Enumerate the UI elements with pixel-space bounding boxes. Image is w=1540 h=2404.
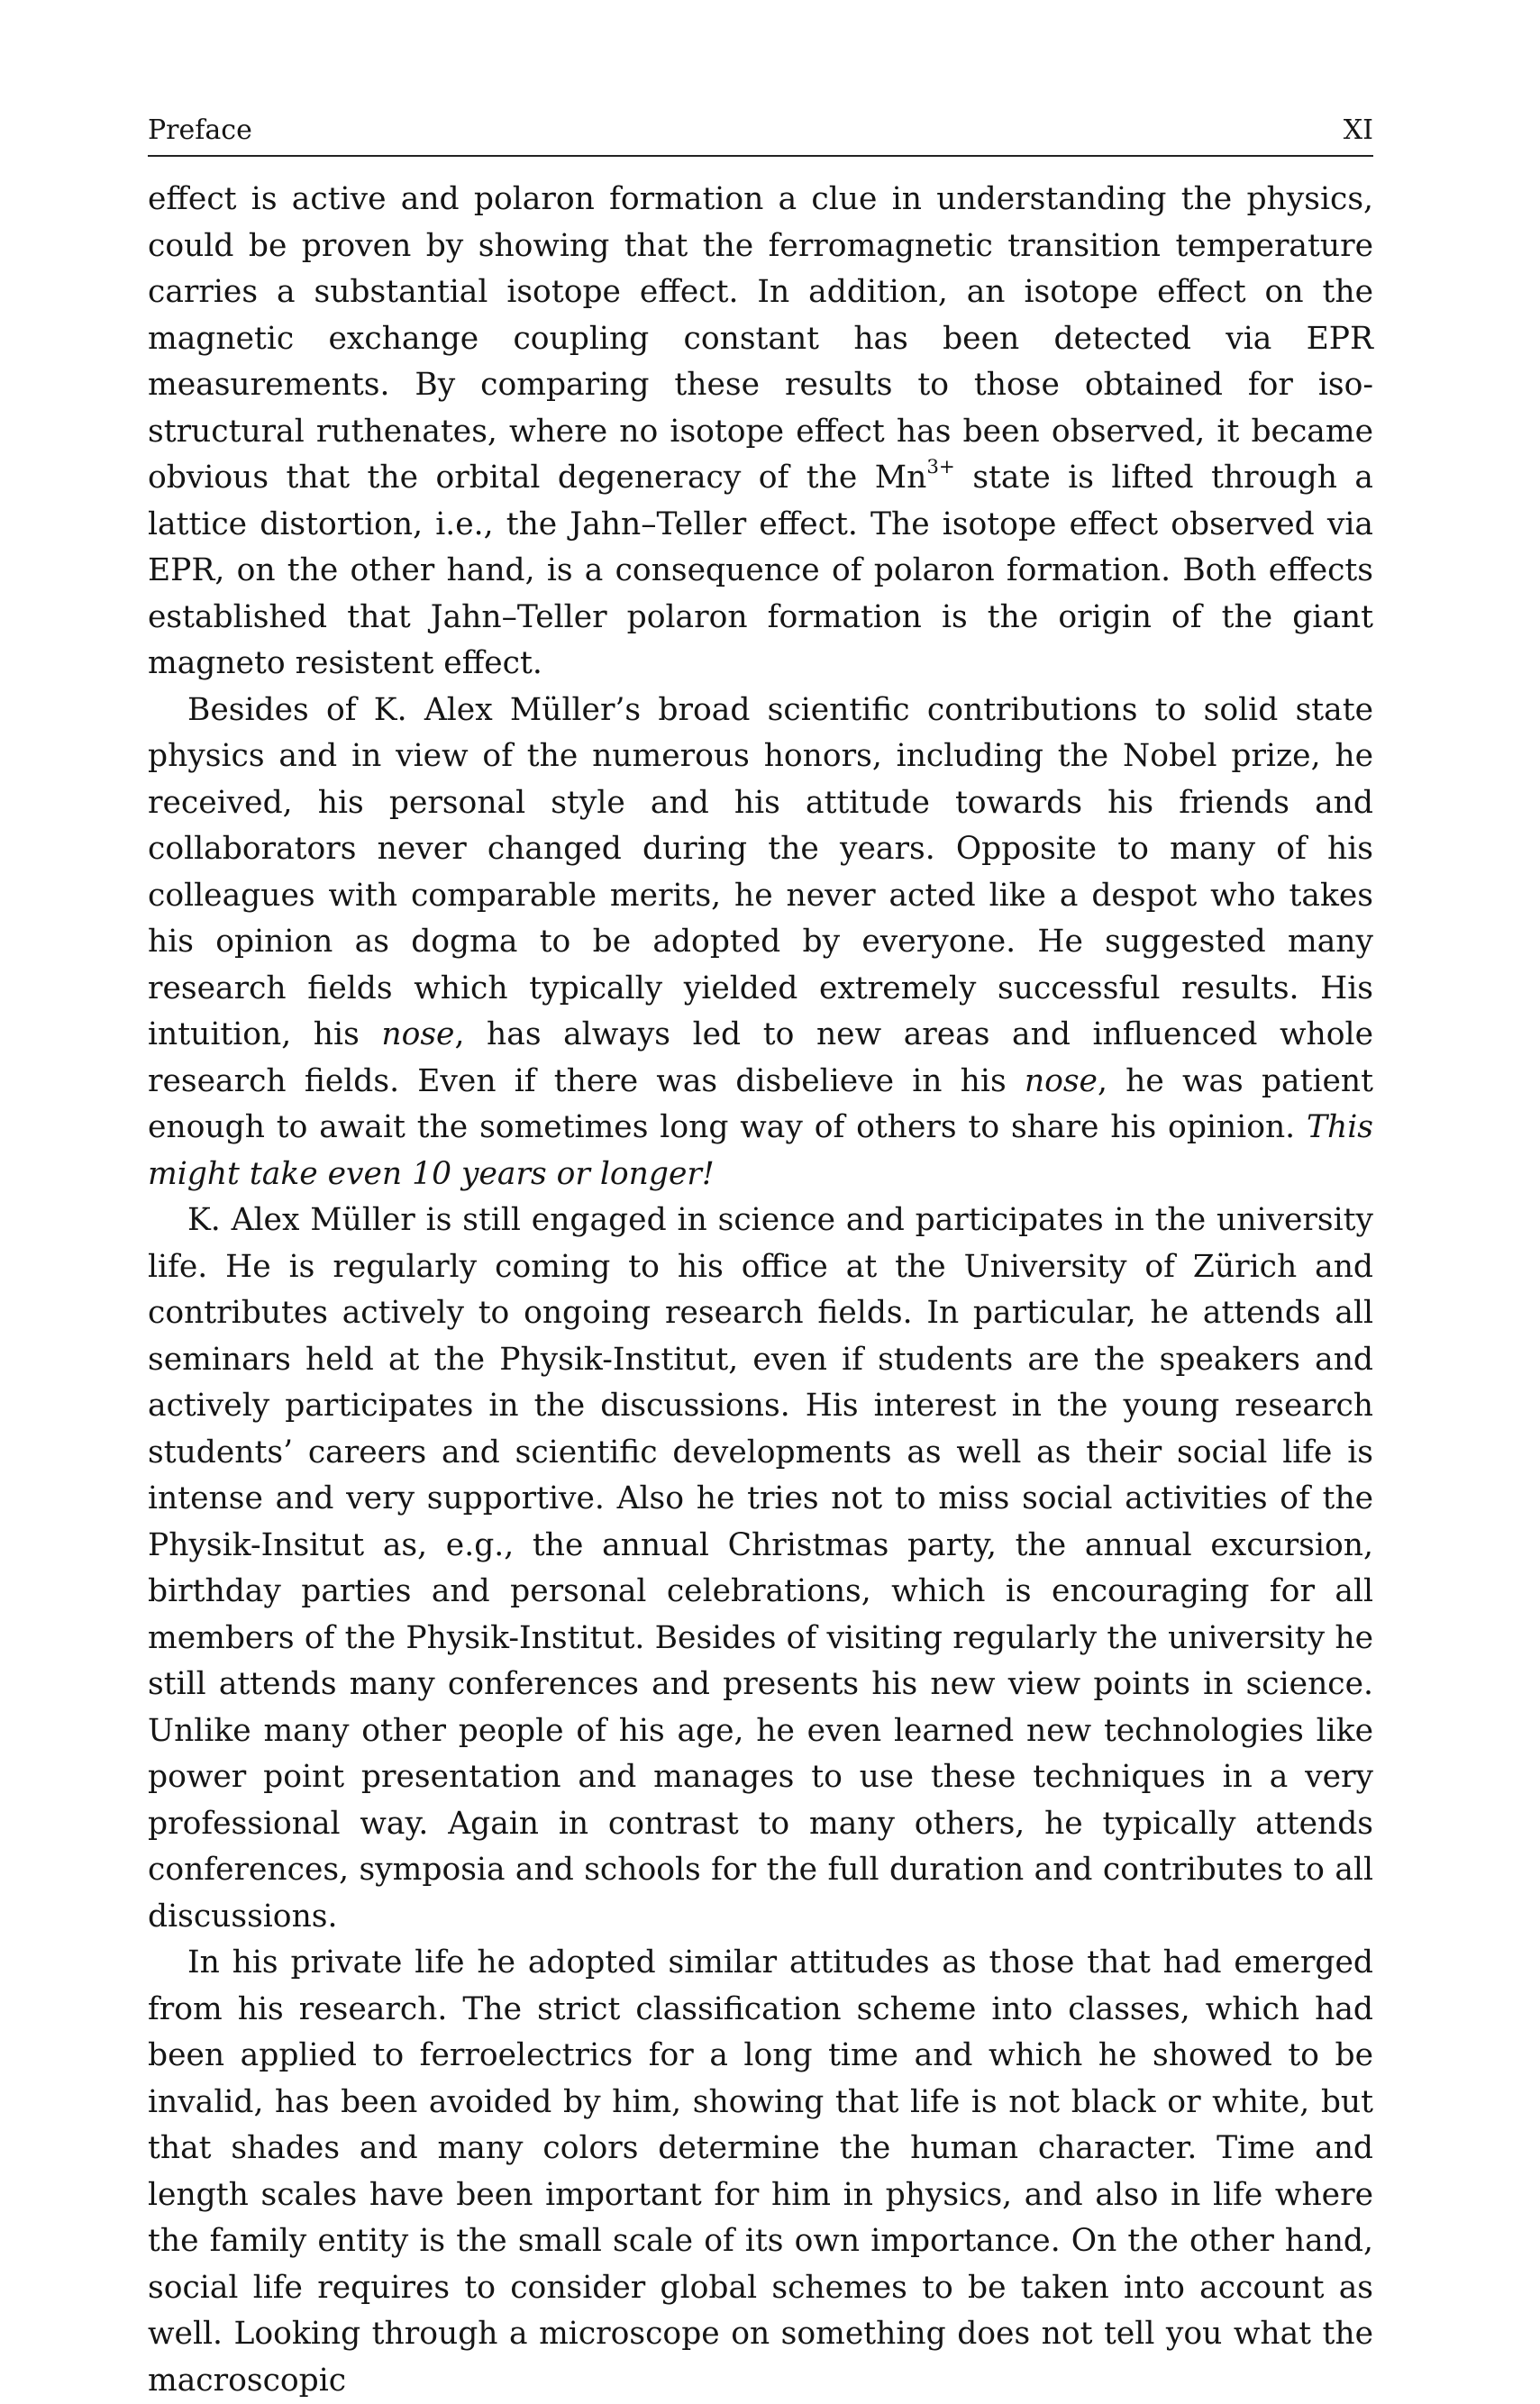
text-run: In his private life he adopted similar attitudes as those that had emerged from his research. The strict classification scheme into classes, which had been applied to ferroelectrics for a long time and which he showed to be invalid, has been avoided by him, showing that life is not black or white, but that shades and many colors determine the human character. Time and length scales have been important for him in physics, and also in life where the family entity is the small scale of its own importance. On the other hand, social life requires to consider global schemes to be taken into account as well. Looking through a microscope on something does not tell you what the macroscopic: [148, 1944, 1373, 2399]
section-title: Preface: [148, 114, 252, 146]
body-text: [148, 177, 1373, 2404]
paragraph: [148, 1197, 1373, 1940]
superscript: 3+: [926, 455, 955, 478]
text-run: , he was patient enough to await the sometimes long way of others to share his opinion.: [148, 1062, 1374, 1145]
paragraph: [148, 1940, 1373, 2404]
text-run: effect is active and polaron formation a clue in understanding the physics, could be proven by showing that the ferromagnetic transition temperature carries a substantial isotope effect. In addition, an isotope effect on the magnetic exchange coupling constant has been detected via EPR measurements. By comparing these results to those obtained for iso-structural ruthenates, where no isotope effect has been observed, it became obvious that the orbital degeneracy of the Mn: [148, 181, 1373, 496]
paragraph: [148, 177, 1373, 688]
emphasis-text: nose: [1024, 1062, 1098, 1099]
text-run: Besides of K. Alex Müller’s broad scientific contributions to solid state physics and in view of the numerous honors, including the Nobel prize, he received, his personal style and his attitude towards his friends and collaborators never changed during the years. Opposite to many of his colleagues with comparable merits, he never acted like a despot who takes his opinion as dogma to be adopted by everyone. He suggested many research fields which typically yielded extremely successful results. His intuition, his: [148, 691, 1373, 1052]
emphasis-text: nose: [381, 1016, 455, 1052]
page-number: XI: [1343, 114, 1373, 146]
emphasis-text: This might take even 10 years or longer!: [148, 1109, 1373, 1192]
paragraph: [148, 688, 1373, 1198]
book-page: [148, 115, 1373, 2404]
text-run: , has always led to new areas and influenced whole research fields. Even if there was disbelieve in his: [148, 1016, 1373, 1099]
text-run: state is lifted through a lattice distortion, i.e., the Jahn–Teller effect. The isotope effect observed via EPR, on the other hand, is a consequence of polaron formation. Both effects established that Jahn–Teller polaron formation is the origin of the giant magneto resistent effect.: [148, 460, 1373, 681]
running-head: [148, 115, 1373, 157]
text-run: K. Alex Müller is still engaged in science and participates in the university life. He is regularly coming to his office at the University of Zürich and contributes actively to ongoing research fields. In particular, he attends all seminars held at the Physik-Institut, even if students are the speakers and actively participates in the discussions. His interest in the young research students’ careers and scientific developments as well as their social life is intense and very supportive. Also he tries not to miss social activities of the Physik-Insitut as, e.g., the annual Christmas party, the annual excursion, birthday parties and personal celebrations, which is encouraging for all members of the Physik-Institut. Besides of visiting regularly the university he still attends many conferences and presents his new view points in science. Unlike many other people of his age, he even learned new technologies like power point presentation and manages to use these techniques in a very professional way. Again in contrast to many others, he typically attends conferences, symposia and schools for the full duration and contributes to all discussions.: [148, 1202, 1373, 1935]
